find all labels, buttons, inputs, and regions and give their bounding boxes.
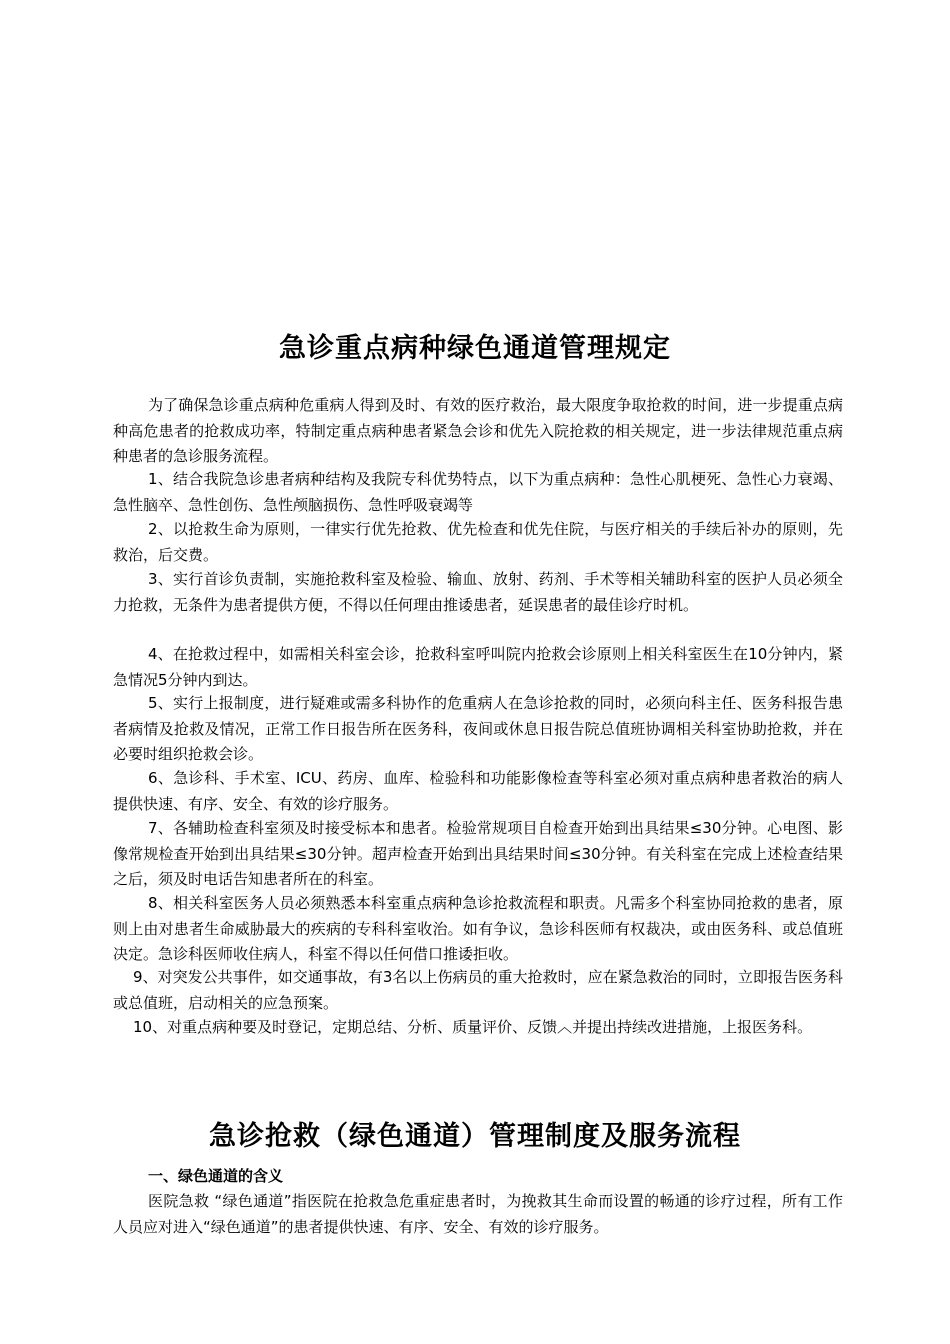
rule-item-3: 3、实行首诊负责制，实施抢救科室及检验、输血、放射、药剂、手术等相关辅助科室的医护人员必须全力抢救，无条件为患者提供方便，不得以任何理由推诿患者，延误患者的最佳诊疗时机。 <box>113 570 843 614</box>
rule-item-10: 10、对重点病种要及时登记，定期总结、分析、质量评价、反馈︿并提出持续改进措施，上报医务科。 <box>133 1018 813 1036</box>
rule-item-1: 1、结合我院急诊患者病种结构及我院专科优势特点，以下为重点病种：急性心肌梗死、急性心力衰竭、急性脑卒、急性创伤、急性颅脑损伤、急性呼吸衰竭等 <box>113 470 843 514</box>
rule-item-6: 6、急诊科、手术室、ICU、药房、血库、检验科和功能影像检查等科室必须对重点病种患者救治的病人提供快速、有序、安全、有效的诊疗服务。 <box>113 769 843 813</box>
rule-item-7: 7、各辅助检查科室须及时接受标本和患者。检验常规项目自检查开始到出具结果≤30分钟。心电图、影像常规检查开始到出具结果≤30分钟。超声检查开始到出具结果时间≤30分钟。有关科室在完成上述检查结果之后，须及时电话告知患者所在的科室。 <box>113 819 843 888</box>
rule-item-9: 9、对突发公共事件，如交通事故，有3名以上伤病员的重大抢救时，应在紧急救治的同时，立即报告医务科或总值班，启动相关的应急预案。 <box>113 968 843 1012</box>
rule-item-5: 5、实行上报制度，进行疑难或需多科协作的危重病人在急诊抢救的同时，必须向科主任、医务科报告患者病情及抢救及情况，正常工作日报告所在医务科，夜间或休息日报告院总值班协调相关科室协助抢救，并在必要时组织抢救会诊。 <box>113 694 843 763</box>
section-heading-green-channel: 一、绿色通道的含义 <box>148 1167 284 1185</box>
rule-item-4: 4、在抢救过程中，如需相关科室会诊，抢救科室呼叫院内抢救会诊原则上相关科室医生在10分钟内，紧急情况5分钟内到达。 <box>113 645 843 689</box>
document-title: 急诊重点病种绿色通道管理规定 <box>279 333 671 364</box>
rule-item-2: 2、以抢救生命为原则，一律实行优先抢救、优先检查和优先住院，与医疗相关的手续后补办的原则，先救治，后交费。 <box>113 520 843 564</box>
section-paragraph-green-channel: 医院急救 “绿色通道”指医院在抢救急危重症患者时，为挽救其生命而设置的畅通的诊疗过程，所有工作人员应对进入“绿色通道”的患者提供快速、有序、安全、有效的诊疗服务。 <box>113 1192 843 1236</box>
rule-item-8: 8、相关科室医务人员必须熟悉本科室重点病种急诊抢救流程和职责。凡需多个科室协同抢救的患者，原则上由对患者生命威胁最大的疾病的专科科室收治。如有争议，急诊科医师有权裁决，或由医务科、或总值班决定。急诊科医师收住病人，科室不得以任何借口推诿拒收。 <box>113 894 843 963</box>
intro-paragraph: 为了确保急诊重点病种危重病人得到及时、有效的医疗救治，最大限度争取抢救的时间，进一步提重点病种高危患者的抢救成功率，特制定重点病种患者紧急会诊和优先入院抢救的相关规定，进一步法律规范重点病种患者的急诊服务流程。 <box>113 396 843 465</box>
section-title: 急诊抢救（绿色通道）管理制度及服务流程 <box>209 1121 741 1152</box>
